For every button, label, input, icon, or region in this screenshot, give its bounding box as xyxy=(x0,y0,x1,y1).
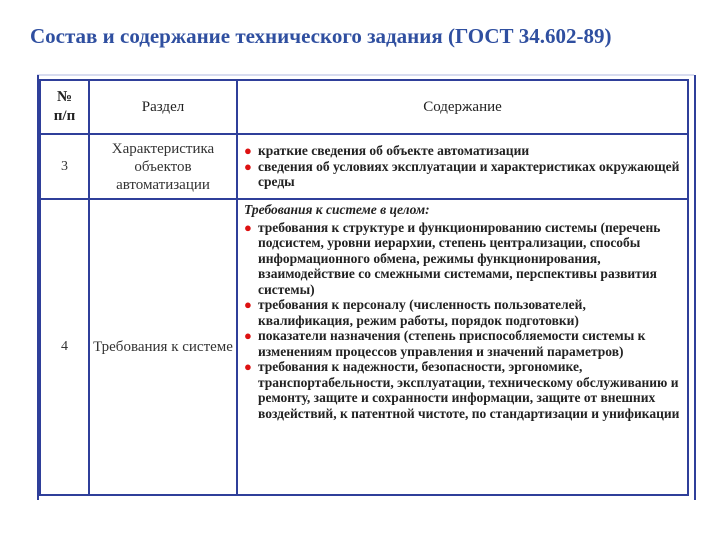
row-section: Требования к системе xyxy=(89,199,237,495)
list-item xyxy=(244,143,683,159)
header-number-line1: № xyxy=(56,89,73,105)
row-number: 4 xyxy=(40,199,89,495)
list-item-text: показатели назначения (степень приспособляемости системы к изменениям процессов управления и значений параметров) xyxy=(258,328,646,359)
header-number-line2: п/п xyxy=(53,108,76,124)
header-content: Содержание xyxy=(237,80,688,134)
list-item xyxy=(244,328,683,359)
tz-table xyxy=(39,79,689,496)
row-section: Характеристика объектов автоматизации xyxy=(89,134,237,199)
row-content xyxy=(237,134,688,199)
row-content xyxy=(237,199,688,495)
list-item-text: требования к персоналу (численность пользователей, квалификация, режим работы, порядок подготовки) xyxy=(258,297,586,328)
bullet-icon: ● xyxy=(244,219,252,235)
header-number xyxy=(40,80,89,134)
table-row xyxy=(40,134,688,199)
list-item-text: краткие сведения об объекте автоматизации xyxy=(258,143,530,159)
bullet-icon: ● xyxy=(244,328,252,343)
list-item xyxy=(244,159,683,190)
page-title: Состав и содержание технического задания (ГОСТ 34.602-89) xyxy=(30,24,612,48)
table-header-row xyxy=(40,80,688,134)
row-subheading: Требования к системе в целом: xyxy=(244,202,430,217)
list-item-text: сведения об условиях эксплуатации и характеристиках окружающей среды xyxy=(258,158,680,190)
bullet-icon: ● xyxy=(244,158,252,174)
table-row xyxy=(40,199,688,495)
list-item-text: требования к структуре и функционированию системы (перечень подсистем, уровни иерархии, степень централизации, способы информационного обмена, режимы функционирования, взаимодействие со смежными системами, перспективы развития системы) xyxy=(258,219,661,297)
list-item xyxy=(244,297,683,328)
bullet-icon: ● xyxy=(244,359,252,374)
list-item xyxy=(244,220,683,298)
list-item xyxy=(244,359,683,421)
header-section: Раздел xyxy=(89,80,237,134)
list-item-text: требования к надежности, безопасности, эргономике, транспортабельности, эксплуатации, техническому обслуживанию и ремонту, защите и сохранности информации, защите от внешних воздействий, к патентной чистоте, по стандартизации и унификации xyxy=(258,359,680,421)
bullet-icon: ● xyxy=(244,297,252,312)
bullet-icon: ● xyxy=(244,143,252,159)
row-number: 3 xyxy=(40,134,89,199)
